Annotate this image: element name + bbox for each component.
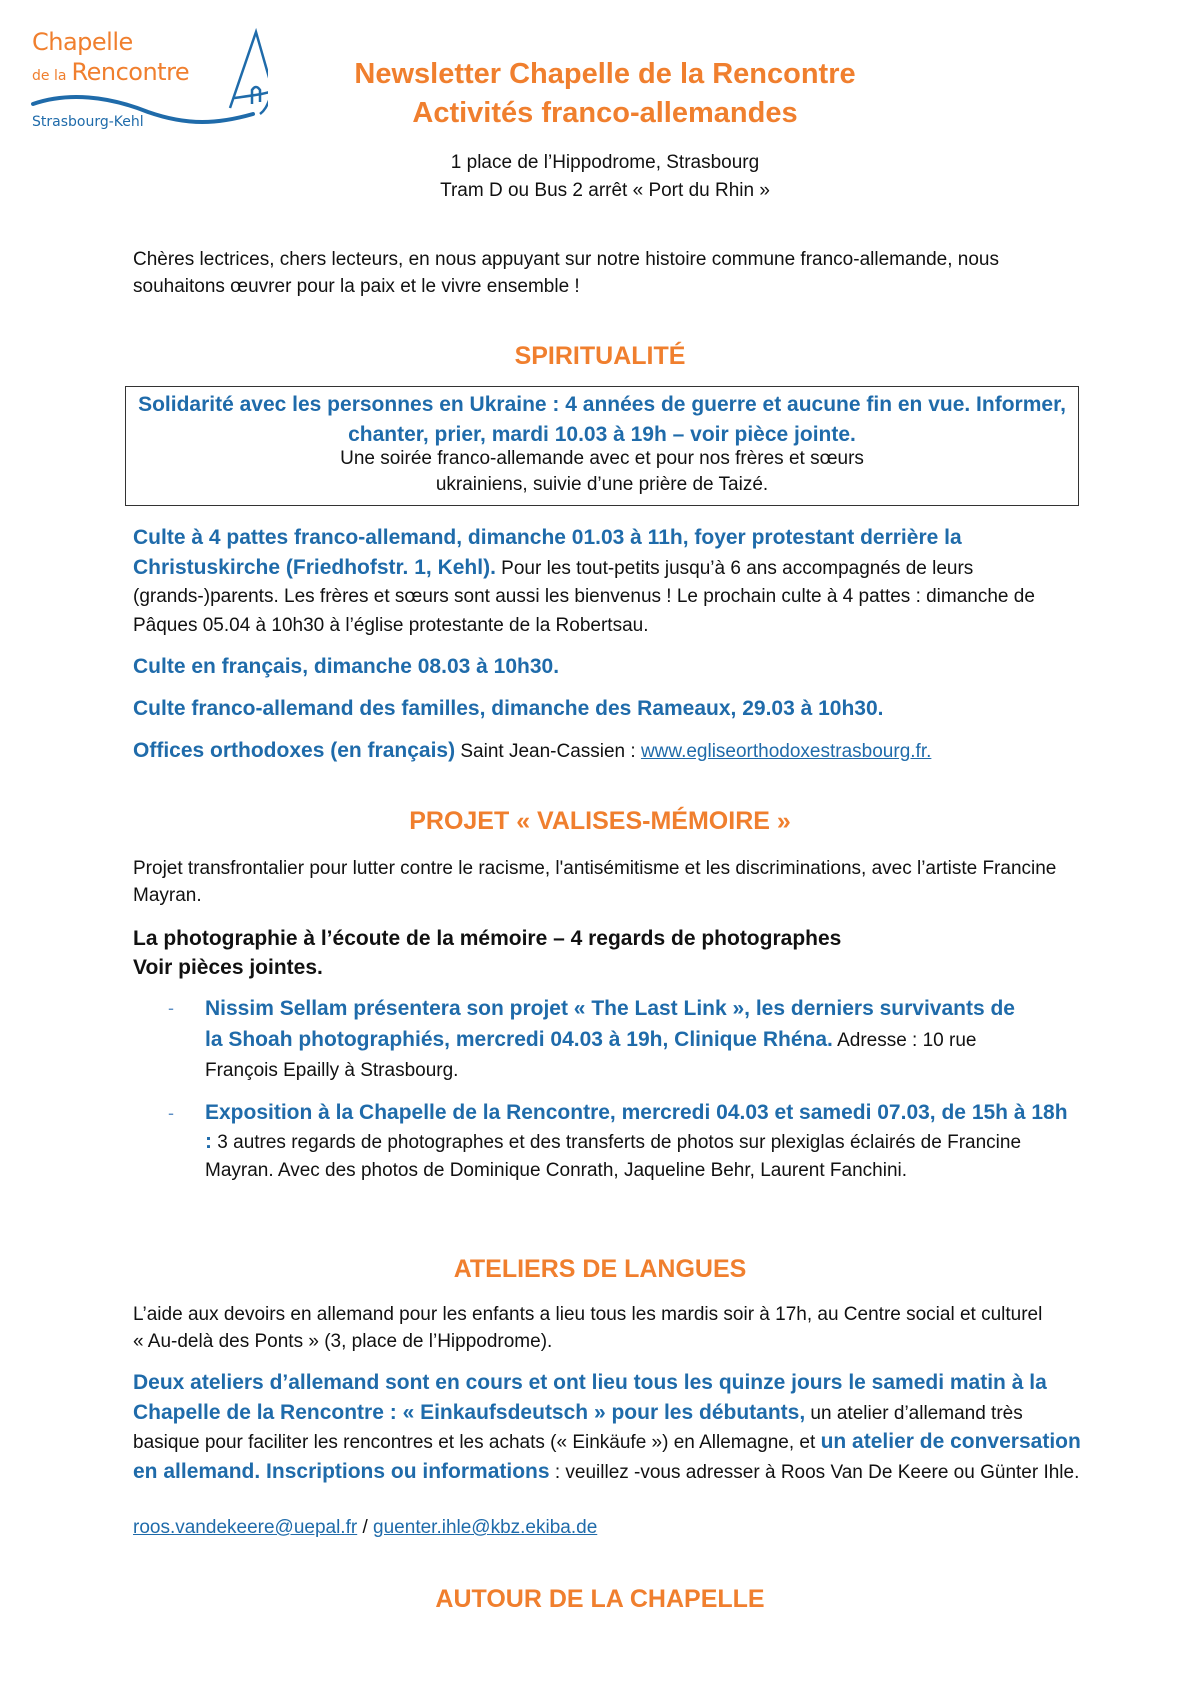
- newsletter-subtitle: Activités franco-allemandes: [412, 97, 798, 129]
- ateliers-paragraph: [133, 1369, 1093, 1487]
- section-heading-autour: AUTOUR DE LA CHAPELLE: [435, 1585, 765, 1613]
- section-heading-langues: ATELIERS DE LANGUES: [453, 1255, 747, 1283]
- email-link-guenter[interactable]: guenter.ihle@kbz.ekiba.de: [373, 1517, 598, 1538]
- offices-orthodoxes: [133, 737, 1093, 765]
- ateliers-title: Deux ateliers d’allemand sont en cours et ont lieu tous les quinze jours le samedi matin à la Chapelle de la Rencontre : « Einkaufsdeutsch » pour les débutants,: [133, 1371, 1047, 1424]
- valises-subtitle: [133, 924, 1093, 982]
- bullet-item-description: 3 autres regards de photographes et des transferts de photos sur plexiglas éclairés de Francine Mayran. Avec des photos de Dominique Conrath, Jaqueline Behr, Laurent Fanchini.: [205, 1132, 1022, 1181]
- contact-emails: [133, 1514, 1093, 1541]
- bullet-item-title: Exposition à la Chapelle de la Rencontre, mercredi 04.03 et samedi 07.03, de 15h à 18h :: [205, 1101, 1068, 1153]
- valises-subtitle-line1: La photographie à l’écoute de la mémoire – 4 regards de photographes: [133, 927, 842, 950]
- address-line: 1 place de l’Hippodrome, Strasbourg: [450, 152, 760, 173]
- logo-text-de-la: de la: [32, 68, 67, 84]
- logo-text-chapelle: Chapelle: [32, 28, 133, 56]
- bullet-item-exposition: [205, 1099, 1075, 1185]
- intro-paragraph: Chères lectrices, chers lecteurs, en nous appuyant sur notre histoire commune franco-allemande, nous souhaitons œuvrer pour la paix et le vivre ensemble !: [133, 249, 999, 297]
- ukraine-event-description: Une soirée franco-allemande avec et pour nos frères et sœurs ukrainiens, suivie d’une prière de Taizé.: [340, 448, 864, 495]
- offices-description: Saint Jean-Cassien :: [455, 741, 641, 762]
- bullet-item-title: Nissim Sellam présentera son projet « The Last Link », les derniers survivants de la Shoah photographiés, mercredi 04.03 à 19h, Clinique Rhéna.: [205, 997, 1015, 1051]
- section-heading-valises: PROJET « VALISES-MÉMOIRE »: [409, 807, 791, 835]
- logo-text-rencontre: [32, 58, 189, 86]
- valises-intro: Projet transfrontalier pour lutter contre le racisme, l'antisémitisme et les discriminations, avec l’artiste Francine Mayran.: [133, 858, 1057, 906]
- logo-text-location: Strasbourg-Kehl: [32, 114, 144, 130]
- email-separator: /: [357, 1517, 374, 1538]
- culte-4-pattes-title: Culte à 4 pattes franco-allemand, dimanche 01.03 à 11h, foyer protestant derrière la Christuskirche (Friedhofstr. 1, Kehl).: [133, 526, 962, 579]
- bullet-item-nissim: [205, 994, 1035, 1086]
- bullet-marker: -: [168, 998, 174, 1018]
- ukraine-event-title: Solidarité avec les personnes en Ukraine : 4 années de guerre et aucune fin en vue. Informer, chanter, prier, mardi 10.03 à 19h – voir pièce jointe.: [138, 393, 1066, 446]
- ukraine-event-box: [125, 386, 1079, 506]
- contact-instructions: : veuillez -vous adresser à Roos Van De Keere ou Günter Ihle.: [549, 1461, 1080, 1483]
- orthodox-website-link[interactable]: www.egliseorthodoxestrasbourg.fr.: [640, 741, 932, 762]
- valises-subtitle-line2: Voir pièces jointes.: [133, 956, 323, 979]
- bullet-item-description: Adresse : 10 rue François Epailly à Strasbourg.: [205, 1030, 977, 1081]
- conversation-atelier: un atelier de conversation en allemand. Inscriptions ou informations: [133, 1430, 1081, 1483]
- ateliers-description: un atelier d’allemand très basique pour faciliter les rencontres et les achats (« Einkäufe ») en Allemagne, et: [133, 1402, 1023, 1453]
- culte-familles: Culte franco-allemand des familles, dimanche des Rameaux, 29.03 à 10h30.: [133, 697, 884, 720]
- logo-text-rencontre-word: Rencontre: [71, 58, 190, 86]
- email-link-roos[interactable]: roos.vandekeere@uepal.fr: [133, 1517, 358, 1538]
- culte-4-pattes-paragraph: [133, 524, 1093, 640]
- offices-title: Offices orthodoxes (en français): [133, 739, 456, 762]
- culte-4-pattes-description: Pour les tout-petits jusqu’à 6 ans accompagnés de leurs (grands-)parents. Les frères et sœurs sont aussi les bienvenus ! Le prochain culte à 4 pattes : dimanche de Pâques 05.04 à 10h30 à l’église protestante de la Robertsau.: [133, 557, 1035, 636]
- transport-line: Tram D ou Bus 2 arrêt « Port du Rhin »: [440, 180, 770, 201]
- section-heading-spiritualite: SPIRITUALITÉ: [514, 342, 686, 370]
- culte-francais: Culte en français, dimanche 08.03 à 10h30.: [133, 655, 560, 678]
- newsletter-title: Newsletter Chapelle de la Rencontre: [354, 58, 856, 90]
- aide-devoirs-paragraph: L’aide aux devoirs en allemand pour les enfants a lieu tous les mardis soir à 17h, au Centre social et culturel « Au-delà des Ponts » (3, place de l’Hippodrome).: [133, 1304, 1043, 1352]
- bullet-marker: -: [168, 1103, 174, 1123]
